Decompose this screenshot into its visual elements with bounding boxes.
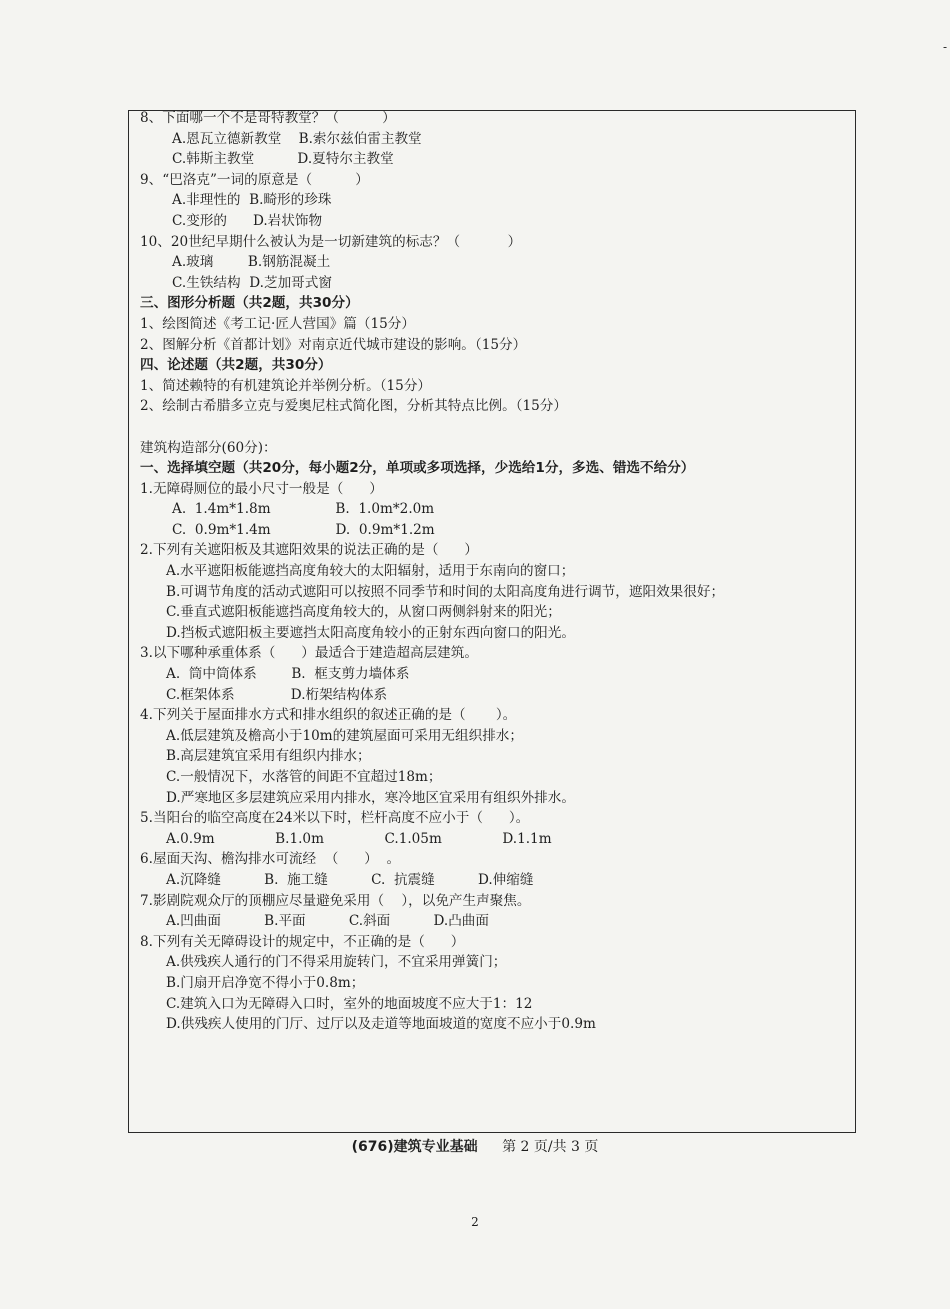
answer-options: B.门扇开启净宽不得小于0.8m；: [166, 974, 365, 991]
answer-options: A.凹曲面 B.平面 C.斜面 D.凸曲面: [166, 913, 489, 930]
answer-options: C.建筑入口为无障碍入口时，室外的地面坡度不应大于1：12: [166, 995, 533, 1012]
answer-options: C.一般情况下，水落管的间距不宜超过18m；: [166, 769, 442, 785]
question-line: 4.下列关于屋面排水方式和排水组织的叙述正确的是（ ）。: [140, 707, 517, 724]
question-line: 1、绘图简述《考工记·匠人营国》篇（15分）: [140, 315, 415, 332]
exam-content: [140, 108, 850, 1035]
answer-options: B.可调节角度的活动式遮阳可以按照不同季节和时间的太阳高度角进行调节，遮阳效果很好；: [166, 583, 725, 600]
question-line: 5.当阳台的临空高度在24米以下时，栏杆高度不应小于（ ）。: [140, 810, 530, 827]
answer-options: A.沉降缝 B. 施工缝 C. 抗震缝 D.伸缩缝: [166, 871, 534, 888]
answer-options: C.变形的 D.岩状饰物: [172, 212, 323, 229]
question-line: 8.下列有关无障碍设计的规定中，不正确的是（ ）: [140, 933, 465, 950]
answer-options: C.韩斯主教堂 D.夏特尔主教堂: [172, 151, 394, 168]
page-footer: [0, 1136, 950, 1156]
answer-options: A.玻璃 B.钢筋混凝土: [172, 254, 331, 271]
question-line: 9、“巴洛克”一词的原意是（ ）: [140, 171, 369, 188]
question-line: 8、下面哪一个不是哥特教堂？（ ）: [140, 110, 396, 126]
question-line: 2.下列有关遮阳板及其遮阳效果的说法正确的是（ ）: [140, 542, 478, 559]
question-line: 10、20世纪早期什么被认为是一切新建筑的标志？（ ）: [140, 233, 522, 250]
answer-options: D.供残疾人使用的门厅、过厅以及走道等地面坡道的宽度不应小于0.9m: [166, 1016, 596, 1033]
section-heading: 四、论述题（共2题，共30分）: [140, 357, 332, 374]
section-heading: 三、图形分析题（共2题，共30分）: [140, 295, 359, 312]
answer-options: A.非理性的 B.畸形的珍珠: [172, 192, 332, 209]
question-line: 3.以下哪种承重体系（ ）最适合于建造超高层建筑。: [140, 645, 478, 662]
answer-options: D.严寒地区多层建筑应采用内排水，寒冷地区宜采用有组织外排水。: [166, 789, 575, 806]
question-line: 6.屋面天沟、檐沟排水可流经 （ ） 。: [140, 851, 401, 868]
blank-line: [140, 417, 850, 438]
question-line: 2、绘制古希腊多立克与爱奥尼柱式简化图，分析其特点比例。（15分）: [140, 398, 567, 415]
answer-options: C. 0.9m*1.4m D. 0.9m*1.2m: [172, 521, 435, 538]
answer-options: C.垂直式遮阳板能遮挡高度角较大的，从窗口两侧斜射来的阳光；: [166, 604, 561, 621]
question-line: 建筑构造部分(60分)：: [140, 439, 277, 456]
question-line: 2、图解分析《首都计划》对南京近代城市建设的影响。（15分）: [140, 336, 527, 353]
page-number: 2: [471, 1215, 479, 1229]
answer-options: B.高层建筑宜采用有组织内排水；: [166, 748, 371, 765]
answer-options: C.生铁结构 D.芝加哥式窗: [172, 274, 332, 291]
footer-page-info: 第 2 页/共 3 页: [502, 1139, 599, 1155]
answer-options: A. 筒中筒体系 B. 框支剪力墙体系: [166, 666, 410, 683]
question-line: 7.影剧院观众厅的顶棚应尽量避免采用（ ），以免产生声聚焦。: [140, 892, 531, 909]
answer-options: C.框架体系 D.桁架结构体系: [166, 686, 388, 703]
question-line: 1、简述赖特的有机建筑论并举例分析。（15分）: [140, 377, 432, 394]
footer-course: (676)建筑专业基础: [351, 1139, 478, 1155]
section-heading: 一、选择填空题（共20分，每小题2分，单项或多项选择，少选给1分，多选、错选不给分）: [140, 460, 695, 477]
answer-options: A.恩瓦立德新教堂 B.索尔兹伯雷主教堂: [172, 130, 422, 147]
answer-options: D.挡板式遮阳板主要遮挡太阳高度角较小的正射东西向窗口的阳光。: [166, 624, 575, 641]
question-line: 1.无障碍厕位的最小尺寸一般是（ ）: [140, 480, 383, 497]
answer-options: A. 1.4m*1.8m B. 1.0m*2.0m: [172, 501, 435, 518]
answer-options: A.供残疾人通行的门不得采用旋转门，不宜采用弹簧门；: [166, 954, 507, 971]
answer-options: A.0.9m B.1.0m C.1.05m D.1.1m: [166, 830, 552, 847]
answer-options: A.低层建筑及檐高小于10m的建筑屋面可采用无组织排水；: [166, 727, 523, 744]
corner-mark: -: [942, 40, 947, 54]
answer-options: A.水平遮阳板能遮挡高度角较大的太阳辐射，适用于东南向的窗口；: [166, 563, 575, 580]
